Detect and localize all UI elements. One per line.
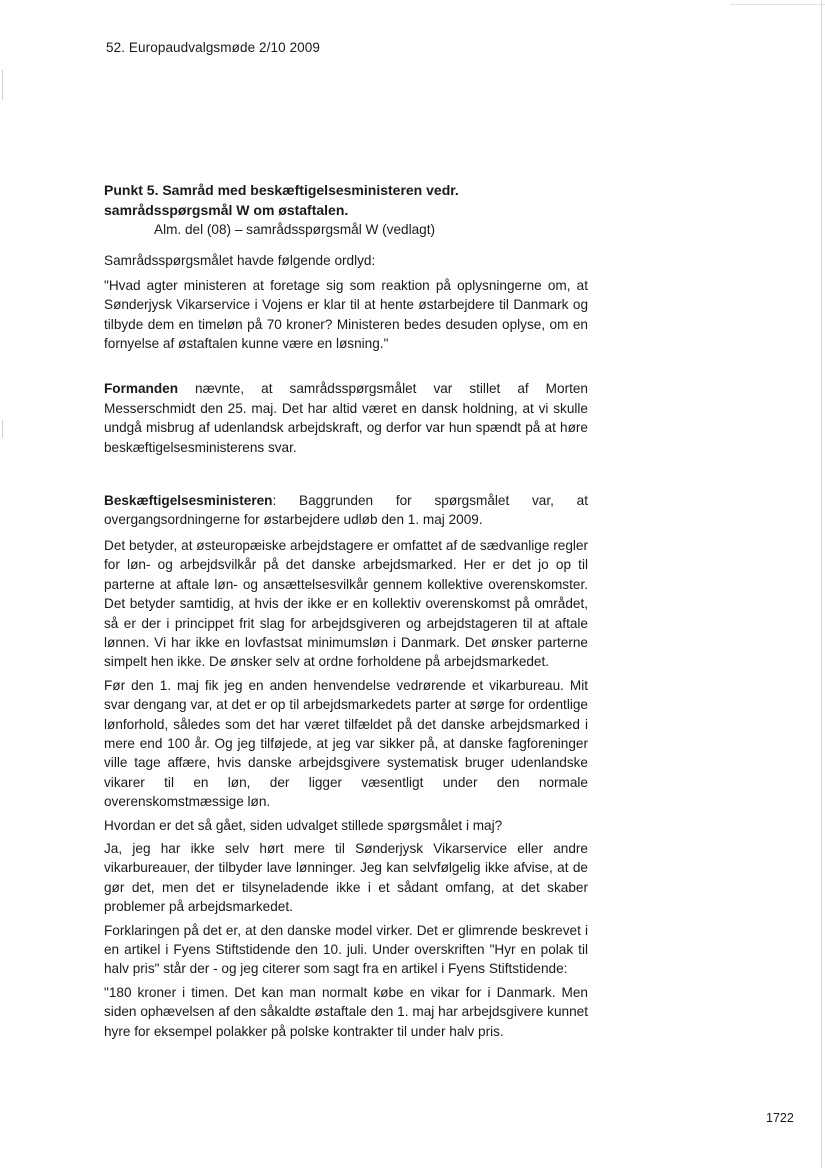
page-edge-line — [821, 0, 822, 1168]
agenda-heading-line-2: samrådsspørgsmål W om østaftalen. — [104, 202, 349, 218]
document-header: 52. Europaudvalgsmøde 2/10 2009 — [106, 40, 320, 55]
speaker-name: Beskæftigelsesministeren — [104, 493, 273, 509]
minister-paragraph: : Baggrunden for spørgsmålet var, at overgangsordningerne for østarbejdere udløb den 1. maj 2009. — [104, 493, 588, 528]
minister-statement — [104, 491, 588, 530]
page-edge-dots — [730, 4, 825, 5]
chair-statement-text: nævnte, at samrådsspørgsmålet var stillet af Morten Messerschmidt den 25. maj. Det har altid været en dansk holdning, at vi skulle undgå misbrug af udenlandsk arbejdskraft, og derfor var hun spændt på at høre beskæftigelsesministerens svar. — [104, 381, 588, 455]
question-intro: Samrådsspørgsmålet havde følgende ordlyd: — [104, 253, 376, 269]
minister-paragraph: Det betyder, at østeuropæiske arbejdstagere er omfattet af de sædvanlige regler for løn- og arbejdsvilkår på det danske arbejdsmarked. Her er det jo op til parterne at aftale løn- og ansættelsesvilkår gennem kollektive overenskomster. Det betyder samtidig, at hvis der ikke er en kollektiv overenskomst på området, så er der i princippet frit slag for arbejdsgiveren og arbejdstageren til at aftale lønnen. Vi har ikke en lovfastsat minimumsløn i Danmark. Det ønsker parterne simpelt hen ikke. De ønsker selv at ordne forholdene på arbejdsmarkedet. — [104, 537, 588, 670]
minister-paragraph: Før den 1. maj fik jeg en anden henvendelse vedrørende et vikarbureau. Mit svar dengang var, at det er op til arbejdsmarkedets parter at sørge for ordentlige lønforhold, således som det har været tilfældet på det danske arbejdsmarked i mere end 100 år. Og jeg tilføjede, at jeg var sikker på, at danske fagforeninger ville tage affære, hvis danske arbejdsgivere systematisk bruger udenlandske vikarer til en løn, der ligger væsentligt under den normale overenskomstmæssige løn. — [104, 677, 588, 810]
agenda-heading-line-1: Punkt 5. Samråd med beskæftigelsesministeren vedr. — [104, 182, 459, 198]
question-text: "Hvad agter ministeren at foretage sig som reaktion på oplysningerne om, at Sønderjysk Vikarservice i Vojens er klar til at hente østarbejdere til Danmark og tilbyde dem en timeløn på 70 kroner? Ministeren bedes desuden oplyse, om en fornyelse af østaftalen kunne være en løsning." — [104, 277, 588, 352]
chair-statement — [104, 379, 588, 457]
speaker-name: Formanden — [104, 381, 179, 397]
quoted-article: "180 kroner i timen. Det kan man normalt købe en vikar for i Danmark. Men siden ophævelsen af den såkaldte østaftale den 1. maj har arbejdsgivere kunnet hyre for eksempel polakker på polske kontrakter til under halv pris. — [104, 984, 588, 1039]
minister-paragraph: Hvordan er det så gået, siden udvalget stillede spørgsmålet i maj? — [104, 817, 503, 833]
agenda-reference: Alm. del (08) – samrådsspørgsmål W (vedlagt) — [154, 222, 436, 237]
minister-paragraph: Ja, jeg har ikke selv hørt mere til Sønderjysk Vikarservice eller andre vikarbureauer, der tilbyder lave lønninger. Jeg kan selvfølgelig ikke afvise, at de gør det, men det er tilsyneladende ikke i et sådant omfang, at det skaber problemer på arbejdsmarkedet. — [104, 840, 588, 915]
minister-paragraph: Forklaringen på det er, at den danske model virker. Det er glimrende beskrevet i en artikel i Fyens Stiftstidende den 10. juli. Under overskriften "Hyr en polak til halv pris" står der - og jeg citerer som sagt fra en artikel i Fyens Stiftstidende: — [104, 922, 588, 977]
scan-mark — [2, 420, 3, 438]
page-number: 1722 — [766, 1111, 794, 1125]
scan-mark — [2, 70, 3, 100]
document-body — [104, 180, 588, 1041]
